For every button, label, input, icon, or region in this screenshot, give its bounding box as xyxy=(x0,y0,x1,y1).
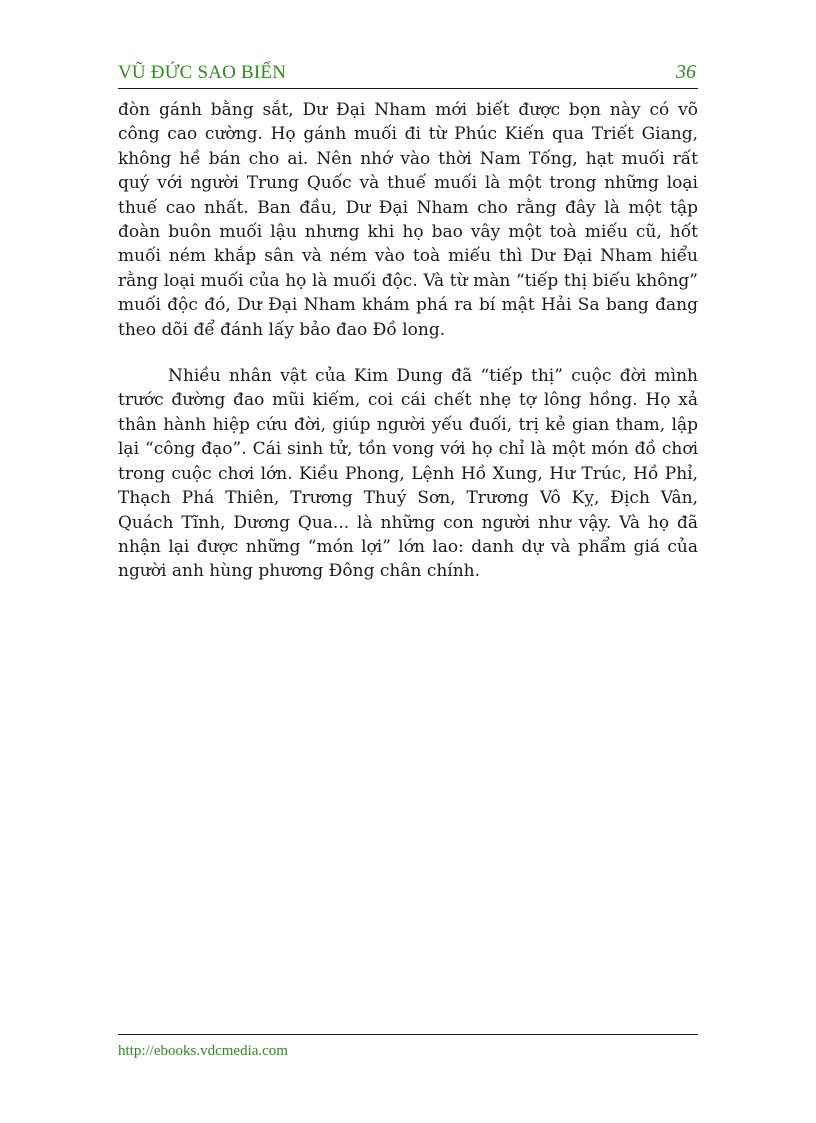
paragraph-1: đòn gánh bằng sắt, Dư Đại Nham mới biết được bọn này có võ công cao cường. Họ gánh muối đi từ Phúc Kiến qua Triết Giang, không hề bán cho ai. Nên nhớ vào thời Nam Tống, hạt muối rất quý với người Trung Quốc và thuế muối là một trong những loại thuế cao nhất. Ban đầu, Dư Đại Nham cho rằng đây là một tập đoàn buôn muối lậu nhưng khi họ bao vây một toà miếu cũ, hốt muối ném khắp sân và ném vào toà miếu thì Dư Đại Nham hiểu rằng loại muối của họ là muối độc. Và từ màn “tiếp thị biếu không” muối độc đó, Dư Đại Nham khám phá ra bí mật Hải Sa bang đang theo dõi để đánh lấy bảo đao Đồ long. xyxy=(118,100,698,340)
body-text xyxy=(118,98,698,584)
book-title: VŨ ĐỨC SAO BIỂN xyxy=(118,62,287,83)
page-number: 36 xyxy=(676,61,696,83)
footer-url-link[interactable]: http://ebooks.vdcmedia.com xyxy=(118,1043,288,1059)
footer-divider xyxy=(118,1034,698,1035)
paragraph-2: Nhiều nhân vật của Kim Dung đã “tiếp thị” cuộc đời mình trước đường đao mũi kiếm, coi cái chết nhẹ tợ lông hồng. Họ xả thân hành hiệp cứu đời, giúp người yếu đuối, trị kẻ gian tham, lập lại “công đạo”. Cái sinh tử, tồn vong với họ chỉ là một món đồ chơi trong cuộc chơi lớn. Kiều Phong, Lệnh Hồ Xung, Hư Trúc, Hồ Phỉ, Thạch Phá Thiên, Trương Thuý Sơn, Trương Vô Kỵ, Địch Vân, Quách Tĩnh, Dương Qua... là những con người như vậy. Và họ đã nhận lại được những “món lợi” lớn lao: danh dự và phẩm giá của người anh hùng phương Đông chân chính. xyxy=(118,366,698,582)
page-header xyxy=(118,60,698,89)
